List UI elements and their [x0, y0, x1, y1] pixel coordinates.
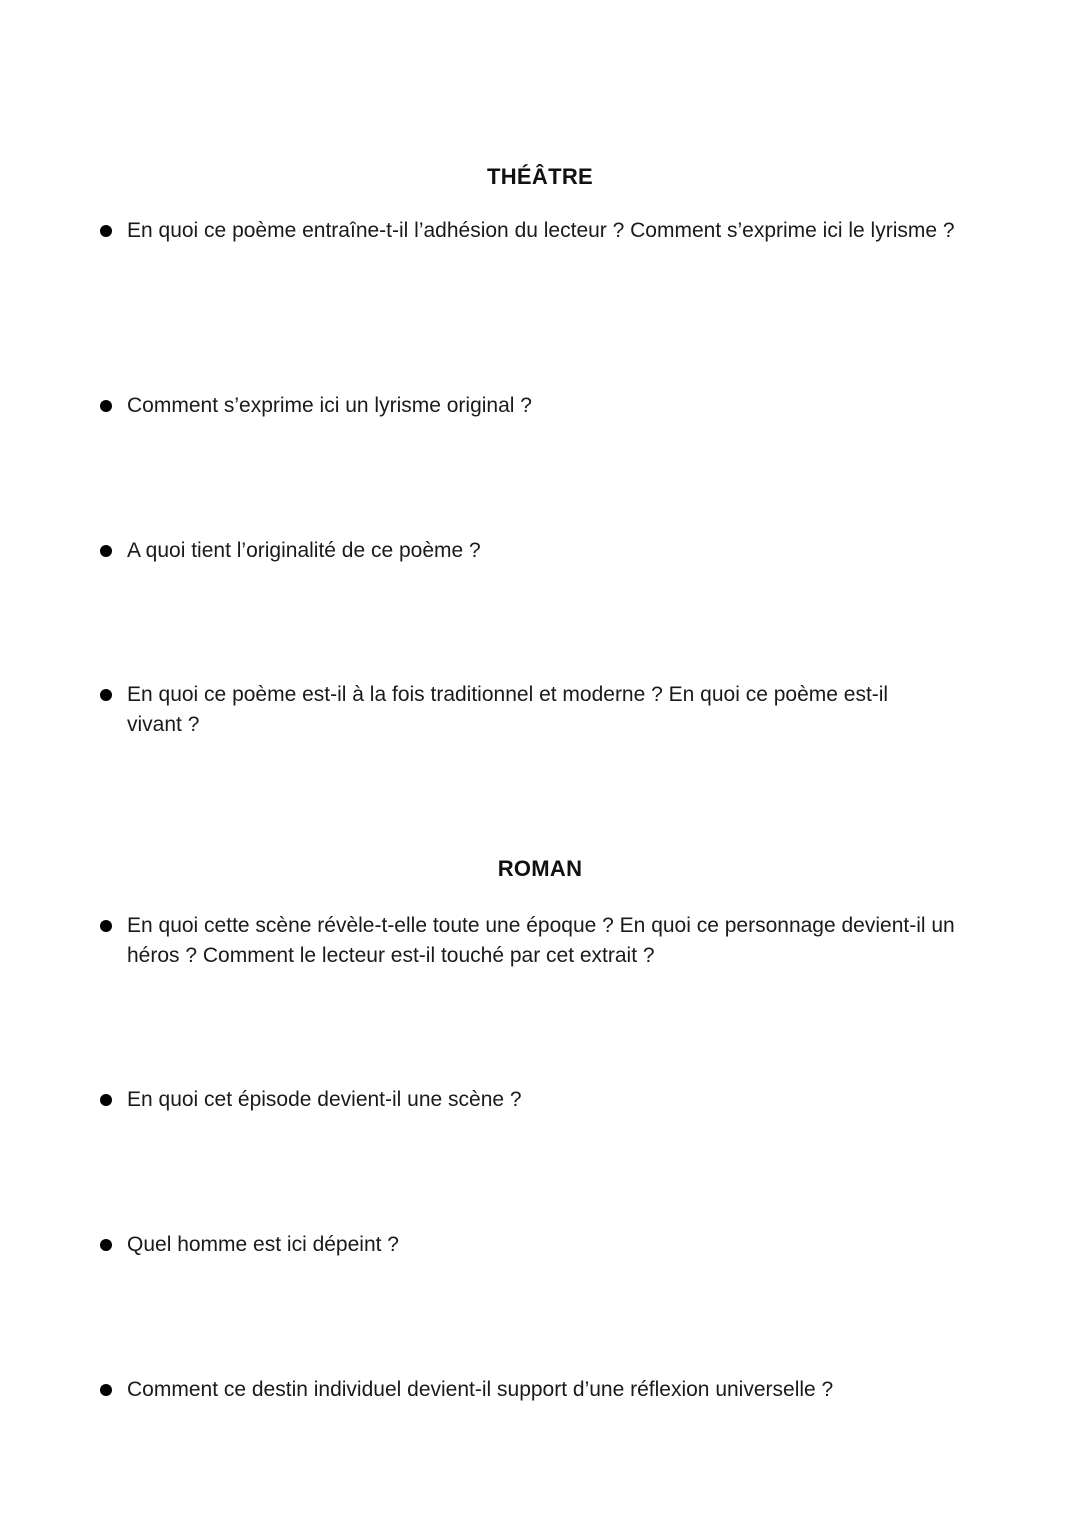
bullet-icon: [100, 1384, 112, 1396]
list-item: [100, 216, 980, 246]
list-item: [100, 680, 940, 740]
bullet-icon: [100, 1239, 112, 1251]
list-item: [100, 911, 980, 971]
bullet-icon: [100, 1094, 112, 1106]
list-item-text: Quel homme est ici dépeint ?: [127, 1233, 399, 1256]
list-item-text: En quoi ce poème entraîne-t-il l’adhésion du lecteur ? Comment s’exprime ici le lyrisme ?: [127, 219, 955, 242]
bullet-icon: [100, 689, 112, 701]
list-item-text: En quoi cette scène révèle-t-elle toute une époque ? En quoi ce personnage devient-il un héros ? Comment le lecteur est-il touché par cet extrait ?: [127, 914, 955, 967]
list-item: [100, 1375, 980, 1405]
list-item: [100, 391, 980, 421]
bullet-icon: [100, 920, 112, 932]
bullet-icon: [100, 545, 112, 557]
list-item: [100, 1230, 980, 1260]
list-item-text: En quoi cet épisode devient-il une scène ?: [127, 1088, 522, 1111]
list-item: [100, 536, 980, 566]
list-item-text: A quoi tient l’originalité de ce poème ?: [127, 539, 481, 562]
list-item-text: Comment ce destin individuel devient-il support d’une réflexion universelle ?: [127, 1378, 834, 1401]
section-heading-theatre: THÉÂTRE: [487, 164, 593, 189]
list-item-text: En quoi ce poème est-il à la fois traditionnel et moderne ? En quoi ce poème est-il vivant ?: [127, 683, 889, 736]
section-heading-roman: ROMAN: [497, 856, 583, 881]
bullet-icon: [100, 400, 112, 412]
list-item: [100, 1085, 980, 1115]
bullet-icon: [100, 225, 112, 237]
list-item-text: Comment s’exprime ici un lyrisme original ?: [127, 394, 532, 417]
